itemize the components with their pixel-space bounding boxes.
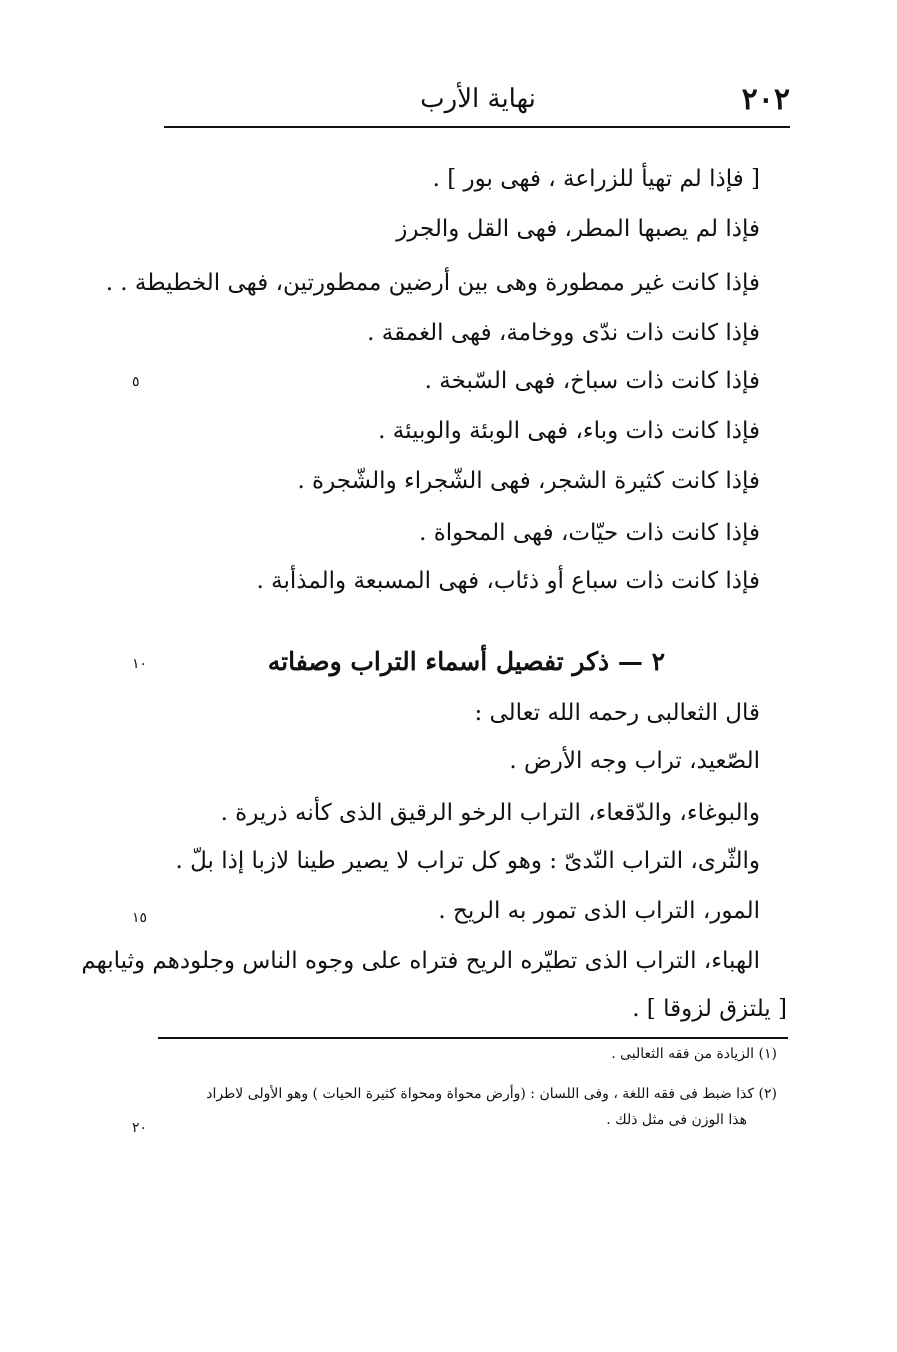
header-rule <box>164 126 790 128</box>
text-line: فإذا كانت ذات ندّى ووخامة، فهى الغمقة . <box>367 320 760 346</box>
footnote-rule <box>158 1037 788 1039</box>
margin-line-number: ٢٠ <box>132 1120 148 1136</box>
text-line: والثّرى، التراب النّدىّ : وهو كل تراب لا يصير طينا لازبا إذا بلّ . <box>175 848 760 874</box>
margin-line-number: ١٥ <box>132 910 148 926</box>
text-line: الصّعيد، تراب وجه الأرض . <box>509 748 760 774</box>
text-line: المور، التراب الذى تمور به الريح . <box>438 898 760 924</box>
footnote: (١) الزيادة من فقه الثعالبى . <box>611 1046 777 1062</box>
text-line: فإذا كانت كثيرة الشجر، فهى الشّجراء والشّجرة . <box>297 468 760 494</box>
text-line: والبوغاء، والدّقعاء، التراب الرخو الرقيق الذى كأنه ذريرة . <box>220 800 760 826</box>
text-line: فإذا كانت غير ممطورة وهى بين أرضين ممطورتين، فهى الخطيطة . . <box>105 270 760 296</box>
text-line: فإذا كانت ذات سباخ، فهى السّبخة . <box>424 368 760 394</box>
running-title: نهاية الأرب <box>420 84 536 114</box>
text-line: فإذا كانت ذات وباء، فهى الوبئة والوبيئة . <box>378 418 760 444</box>
margin-line-number: ٥ <box>132 374 140 390</box>
text-line: قال الثعالبى رحمه الله تعالى : <box>474 700 760 726</box>
text-line: فإذا كانت ذات سباع أو ذئاب، فهى المسبعة والمذأبة . <box>256 568 760 594</box>
footnote: هذا الوزن فى مثل ذلك . <box>606 1112 747 1128</box>
section-heading: ٢ — ذكر تفصيل أسماء التراب وصفاته <box>267 647 665 676</box>
margin-line-number: ١٠ <box>132 656 148 672</box>
page-header <box>168 82 790 124</box>
footnote: (٢) كذا ضبط فى فقه اللغة ، وفى اللسان : (وأرض محواة ومحواة كثيرة الحيات ) وهو الأولى لاطراد <box>206 1086 777 1102</box>
text-line: فإذا لم يصبها المطر، فهى القل والجرز <box>396 216 760 242</box>
page-number: ٢٠٢ <box>741 82 790 117</box>
text-line: [ فإذا لم تهيأ للزراعة ، فهى بور ] . <box>432 166 760 192</box>
text-line: فإذا كانت ذات حيّات، فهى المحواة . <box>419 520 760 546</box>
text-line: الهباء، التراب الذى تطيّره الريح فتراه على وجوه الناس وجلودهم وثيابهم <box>81 948 760 974</box>
text-line: [ يلتزق لزوقا ] . <box>632 996 787 1022</box>
